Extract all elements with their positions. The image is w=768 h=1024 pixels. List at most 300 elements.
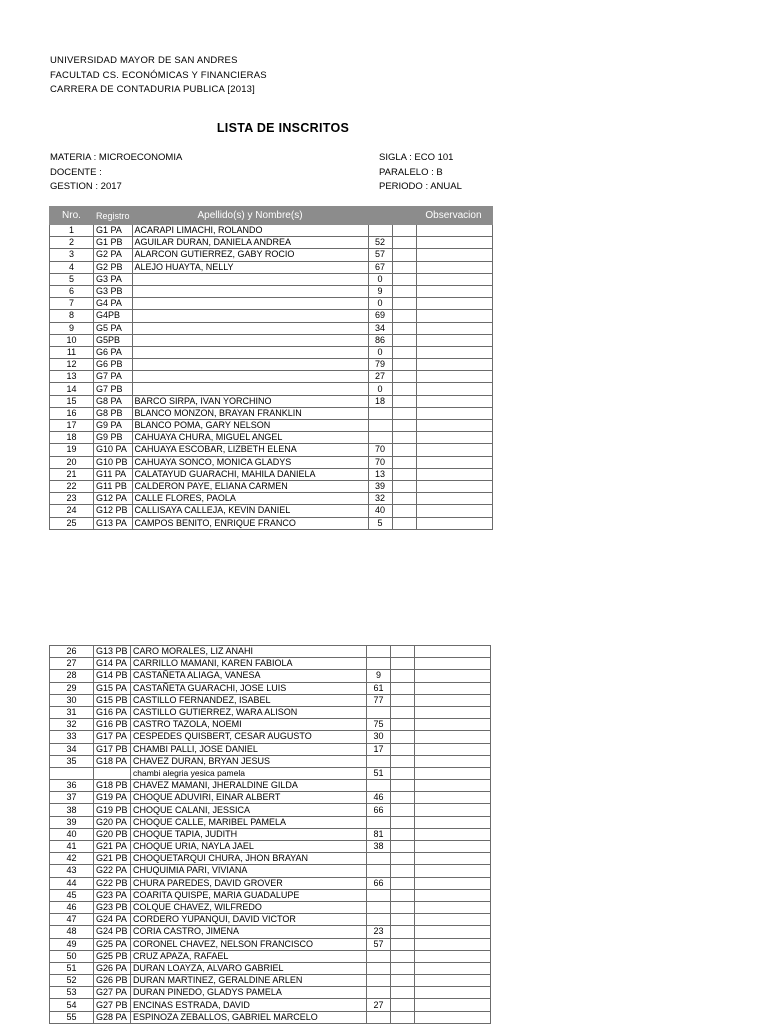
cell-nota: 38 [367,841,391,853]
cell-nombre [132,322,368,334]
cell-registro: G6 PB [94,359,133,371]
cell-nro: 46 [50,901,94,913]
docente-field: DOCENTE : [50,166,102,178]
cell-registro: G2 PA [94,249,133,261]
cell-nota: 40 [368,505,392,517]
cell-extra [391,694,415,706]
cell-nro: 48 [50,926,94,938]
cell-extra [392,273,416,285]
table-row [50,310,493,322]
cell-nombre: DURAN MARTINEZ, GERALDINE ARLEN [131,975,367,987]
cell-nota: 70 [368,444,392,456]
cell-observacion [415,706,491,718]
cell-nombre: CORIA CASTRO, JIMENA [131,926,367,938]
cell-nro [50,767,94,779]
cell-nro: 9 [50,322,94,334]
cell-nota [367,658,391,670]
cell-nombre: CASTAÑETA ALIAGA, VANESA [131,670,367,682]
cell-observacion [415,975,491,987]
cell-extra [391,853,415,865]
cell-nombre: CRUZ APAZA, RAFAEL [131,950,367,962]
cell-nota: 70 [368,456,392,468]
cell-extra [392,371,416,383]
cell-observacion [416,310,492,322]
table-row [50,249,493,261]
cell-observacion [415,804,491,816]
cell-nombre: BLANCO MONZON, BRAYAN FRANKLIN [132,407,368,419]
cell-nombre: COARITA QUISPE, MARIA GUADALUPE [131,889,367,901]
cell-nota [367,755,391,767]
cell-nro: 28 [50,670,94,682]
cell-nro: 13 [50,371,94,383]
cell-observacion [415,828,491,840]
cell-registro: G8 PA [94,395,133,407]
cell-nombre [132,273,368,285]
table-row [50,334,493,346]
cell-registro: G4PB [94,310,133,322]
cell-extra [392,444,416,456]
cell-nro: 11 [50,346,94,358]
cell-observacion [416,432,492,444]
cell-nro: 21 [50,468,94,480]
cell-nombre: CALLE FLORES, PAOLA [132,493,368,505]
cell-registro: G23 PB [94,901,131,913]
cell-observacion [415,901,491,913]
cell-nombre: CAHUAYA SONCO, MONICA GLADYS [132,456,368,468]
cell-extra [391,865,415,877]
cell-nota [367,816,391,828]
cell-nota: 0 [368,298,392,310]
table-row [50,987,491,999]
cell-nombre: CARO MORALES, LIZ ANAHI [131,646,367,658]
cell-extra [391,670,415,682]
cell-nota: 18 [368,395,392,407]
cell-extra [392,285,416,297]
cell-extra [391,1011,415,1023]
cell-nro: 22 [50,480,94,492]
cell-registro: G8 PB [94,407,133,419]
cell-extra [391,719,415,731]
table-row [50,322,493,334]
cell-nro: 37 [50,792,94,804]
cell-extra [392,346,416,358]
table-row [50,780,491,792]
table-row [50,926,491,938]
cell-extra [391,975,415,987]
cell-extra [391,792,415,804]
cell-registro: G3 PA [94,273,133,285]
cell-nro: 41 [50,841,94,853]
cell-nombre: CHOQUE CALANI, JESSICA [131,804,367,816]
cell-nombre: CALDERON PAYE, ELIANA CARMEN [132,480,368,492]
cell-extra [391,901,415,913]
table-row [50,480,493,492]
cell-registro: G28 PA [94,1011,131,1023]
cell-extra [391,962,415,974]
cell-extra [392,237,416,249]
cell-nombre: AGUILAR DURAN, DANIELA ANDREA [132,237,368,249]
table-row [50,938,491,950]
table-row [50,975,491,987]
cell-nro: 40 [50,828,94,840]
cell-nombre: CASTAÑETA GUARACHI, JOSE LUIS [131,682,367,694]
cell-observacion [415,694,491,706]
university-name: UNIVERSIDAD MAYOR DE SAN ANDRES [50,55,238,66]
cell-observacion [416,249,492,261]
cell-observacion [416,225,492,237]
cell-nombre: CAHUAYA CHURA, MIGUEL ANGEL [132,432,368,444]
cell-nota: 77 [367,694,391,706]
cell-nro: 3 [50,249,94,261]
cell-observacion [415,1011,491,1023]
cell-observacion [416,371,492,383]
cell-nombre: ENCINAS ESTRADA, DAVID [131,999,367,1011]
cell-registro: G4 PA [94,298,133,310]
cell-observacion [415,841,491,853]
cell-nro: 6 [50,285,94,297]
table-row [50,444,493,456]
cell-observacion [416,468,492,480]
cell-nombre: CORDERO YUPANQUI, DAVID VICTOR [131,914,367,926]
cell-extra [391,950,415,962]
cell-nro: 32 [50,719,94,731]
cell-registro: G18 PA [94,755,131,767]
cell-registro: G2 PB [94,261,133,273]
cell-registro: G22 PA [94,865,131,877]
cell-nombre: CHOQUE CALLE, MARIBEL PAMELA [131,816,367,828]
cell-extra [392,493,416,505]
cell-nombre: CALATAYUD GUARACHI, MAHILA DANIELA [132,468,368,480]
cell-nombre: chambi alegria yesica pamela [131,767,367,779]
cell-nota: 0 [368,383,392,395]
table-row [50,237,493,249]
cell-nombre: CHUQUIMIA PARI, VIVIANA [131,865,367,877]
cell-nro: 43 [50,865,94,877]
cell-nro: 14 [50,383,94,395]
cell-nombre [132,359,368,371]
cell-nota: 5 [368,517,392,529]
cell-nro: 5 [50,273,94,285]
cell-extra [392,310,416,322]
cell-extra [392,359,416,371]
cell-registro: G14 PA [94,658,131,670]
table-row [50,853,491,865]
cell-observacion [415,646,491,658]
table-row [50,889,491,901]
cell-registro: G14 PB [94,670,131,682]
cell-nota: 66 [367,877,391,889]
cell-registro: G24 PA [94,914,131,926]
cell-nombre: CHAVEZ DURAN, BRYAN JESUS [131,755,367,767]
cell-observacion [415,743,491,755]
cell-nro: 10 [50,334,94,346]
cell-nota [368,225,392,237]
cell-nro: 18 [50,432,94,444]
table-row [50,261,493,273]
table-row [50,694,491,706]
cell-extra [391,877,415,889]
cell-nro: 1 [50,225,94,237]
table-header-row [50,207,493,225]
cell-nro: 15 [50,395,94,407]
cell-nro: 2 [50,237,94,249]
table-row [50,816,491,828]
cell-observacion [416,444,492,456]
cell-observacion [416,420,492,432]
table-row [50,285,493,297]
cell-extra [392,480,416,492]
cell-nota: 9 [367,670,391,682]
table-row [50,914,491,926]
cell-extra [392,395,416,407]
table-row [50,493,493,505]
cell-registro: G5 PA [94,322,133,334]
cell-registro: G24 PB [94,926,131,938]
cell-observacion [415,792,491,804]
cell-nro: 31 [50,706,94,718]
cell-observacion [415,719,491,731]
cell-nombre: CASTILLO FERNANDEZ, ISABEL [131,694,367,706]
cell-nro: 52 [50,975,94,987]
cell-nro: 53 [50,987,94,999]
table-row [50,395,493,407]
cell-nro: 8 [50,310,94,322]
col-header-observacion: Observacion [416,207,492,225]
table-row [50,865,491,877]
cell-registro: G11 PA [94,468,133,480]
cell-registro: G19 PB [94,804,131,816]
cell-observacion [416,395,492,407]
cell-nro: 7 [50,298,94,310]
table-row [50,804,491,816]
cell-nro: 23 [50,493,94,505]
cell-observacion [415,926,491,938]
cell-nota [367,706,391,718]
cell-nota [367,646,391,658]
cell-nro: 39 [50,816,94,828]
cell-registro: G15 PA [94,682,131,694]
table-row [50,901,491,913]
cell-observacion [415,670,491,682]
table-row [50,962,491,974]
cell-registro: G21 PA [94,841,131,853]
cell-nombre: CHOQUE ADUVIRI, EINAR ALBERT [131,792,367,804]
table-row [50,407,493,419]
cell-observacion [415,731,491,743]
table-row [50,432,493,444]
cell-registro: G11 PB [94,480,133,492]
cell-nota: 66 [367,804,391,816]
cell-nombre: CAMPOS BENITO, ENRIQUE FRANCO [132,517,368,529]
cell-extra [392,298,416,310]
cell-extra [391,914,415,926]
cell-nro: 12 [50,359,94,371]
cell-nombre [132,310,368,322]
cell-extra [392,225,416,237]
faculty-name: FACULTAD CS. ECONÓMICAS Y FINANCIERAS [50,69,267,81]
cell-nro: 55 [50,1011,94,1023]
cell-extra [391,926,415,938]
table-row [50,767,491,779]
cell-nro: 24 [50,505,94,517]
cell-observacion [416,346,492,358]
table-row [50,706,491,718]
cell-nro: 47 [50,914,94,926]
cell-nota [368,432,392,444]
cell-nota [367,889,391,901]
periodo-field: PERIODO : ANUAL [379,181,462,193]
cell-nombre [132,346,368,358]
cell-nombre: ESPINOZA ZEBALLOS, GABRIEL MARCELO [131,1011,367,1023]
cell-nota [367,780,391,792]
table-body-page2 [50,646,491,1024]
cell-extra [392,322,416,334]
cell-nro: 49 [50,938,94,950]
cell-observacion [416,407,492,419]
table-row [50,505,493,517]
sigla-field: SIGLA : ECO 101 [379,152,454,163]
cell-nombre [132,383,368,395]
cell-extra [392,517,416,529]
cell-observacion [416,334,492,346]
cell-registro: G9 PA [94,420,133,432]
cell-nota [367,901,391,913]
cell-extra [391,780,415,792]
cell-observacion [415,682,491,694]
table-row [50,359,493,371]
col-header-blank-2 [392,207,416,225]
cell-nombre: CHOQUE URIA, NAYLA JAEL [131,841,367,853]
cell-nota: 9 [368,285,392,297]
table-row [50,273,493,285]
cell-extra [392,261,416,273]
cell-extra [391,658,415,670]
cell-registro: G1 PA [94,225,133,237]
cell-extra [391,828,415,840]
cell-nota [367,962,391,974]
cell-registro: G9 PB [94,432,133,444]
col-header-registro: Registro [94,207,133,225]
table-row [50,225,493,237]
cell-nombre [132,371,368,383]
cell-extra [391,999,415,1011]
table-row [50,877,491,889]
cell-observacion [416,285,492,297]
cell-nota [367,914,391,926]
cell-observacion [415,914,491,926]
cell-registro [94,767,131,779]
table-row [50,383,493,395]
cell-nro: 26 [50,646,94,658]
cell-registro: G7 PB [94,383,133,395]
gestion-field: GESTION : 2017 [50,181,122,193]
cell-observacion [415,780,491,792]
cell-extra [391,743,415,755]
cell-nota: 61 [367,682,391,694]
cell-extra [392,407,416,419]
cell-observacion [415,816,491,828]
table-row [50,999,491,1011]
cell-extra [391,755,415,767]
course-meta-left [50,151,182,195]
cell-nota: 57 [368,249,392,261]
cell-nota: 17 [367,743,391,755]
cell-nombre: CARRILLO MAMANI, KAREN FABIOLA [131,658,367,670]
cell-nombre: BLANCO POMA, GARY NELSON [132,420,368,432]
cell-nota [367,865,391,877]
cell-observacion [416,456,492,468]
cell-nota: 0 [368,273,392,285]
cell-registro: G25 PB [94,950,131,962]
cell-extra [392,383,416,395]
cell-nota [367,987,391,999]
cell-registro: G6 PA [94,346,133,358]
cell-extra [391,804,415,816]
cell-nro: 34 [50,743,94,755]
cell-registro: G27 PA [94,987,131,999]
cell-registro: G19 PA [94,792,131,804]
cell-extra [391,706,415,718]
cell-nombre [132,298,368,310]
cell-extra [391,682,415,694]
table-body-page1 [50,225,493,530]
table-row [50,731,491,743]
students-table-page1 [49,206,493,530]
cell-extra [392,432,416,444]
cell-nota: 27 [368,371,392,383]
cell-registro: G25 PA [94,938,131,950]
cell-nota: 39 [368,480,392,492]
cell-observacion [416,517,492,529]
cell-extra [391,841,415,853]
cell-observacion [415,767,491,779]
cell-nota: 79 [368,359,392,371]
col-header-nro: Nro. [50,207,94,225]
cell-nombre: CHOQUE TAPIA, JUDITH [131,828,367,840]
cell-registro: G20 PB [94,828,131,840]
cell-observacion [415,865,491,877]
document-title: LISTA DE INSCRITOS [216,121,350,135]
cell-registro: G13 PA [94,517,133,529]
cell-nota: 69 [368,310,392,322]
cell-nro: 19 [50,444,94,456]
cell-observacion [416,273,492,285]
cell-nota: 75 [367,719,391,731]
materia-field: MATERIA : MICROECONOMIA [50,152,183,163]
cell-nota: 57 [367,938,391,950]
cell-nro: 17 [50,420,94,432]
cell-nombre: CALLISAYA CALLEJA, KEVIN DANIEL [132,505,368,517]
course-meta-right [379,151,462,195]
table-row [50,682,491,694]
cell-registro: G7 PA [94,371,133,383]
cell-extra [392,420,416,432]
cell-nota: 27 [367,999,391,1011]
students-table-page2 [49,645,491,1024]
cell-registro: G15 PB [94,694,131,706]
cell-nombre [132,334,368,346]
cell-observacion [416,322,492,334]
cell-nombre: CASTRO TAZOLA, NOEMI [131,719,367,731]
cell-registro: G17 PA [94,731,131,743]
cell-nro: 51 [50,962,94,974]
cell-nombre: ACARAPI LIMACHI, ROLANDO [132,225,368,237]
cell-registro: G13 PB [94,646,131,658]
cell-observacion [415,999,491,1011]
cell-nombre: CHURA PAREDES, DAVID GROVER [131,877,367,889]
cell-nro: 33 [50,731,94,743]
cell-nro: 54 [50,999,94,1011]
